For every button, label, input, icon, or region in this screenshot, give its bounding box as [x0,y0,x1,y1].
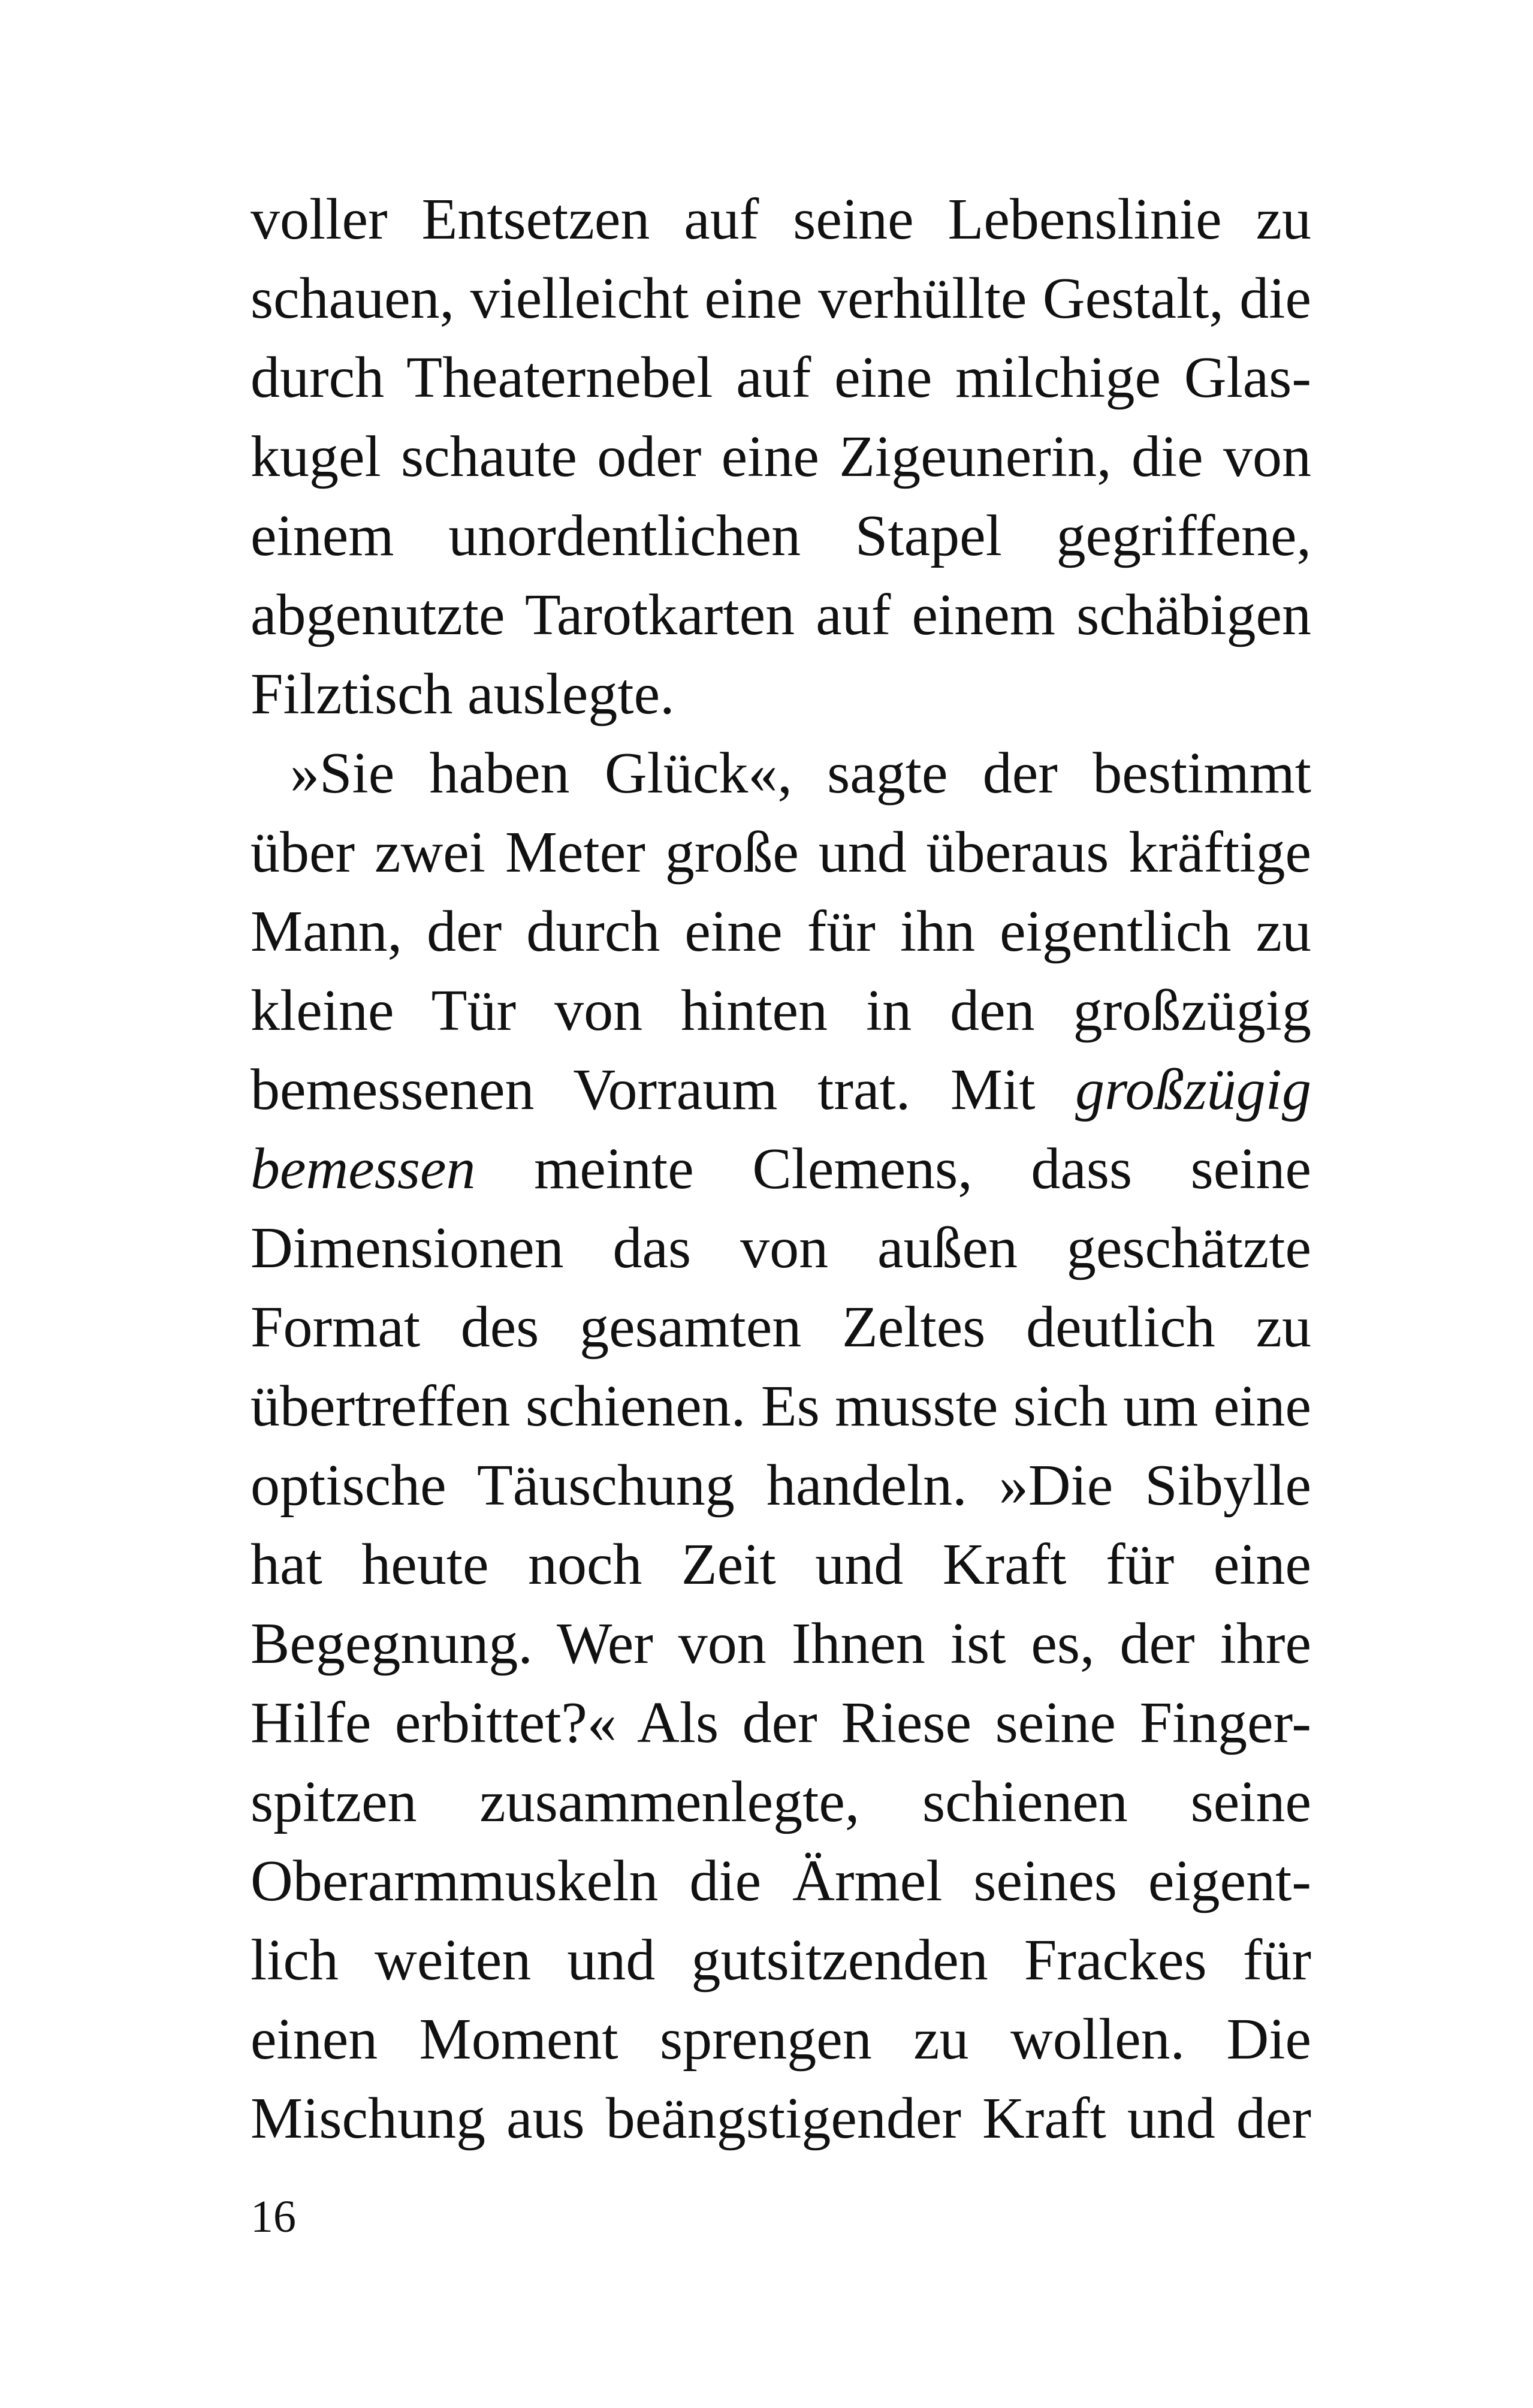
text-line: schauen, vielleicht eine verhüllte Gestalt, die [251,266,1311,331]
text-line [251,1129,1311,1208]
text-line: durch Theaternebel auf eine milchige Glas- [251,345,1311,410]
text-line: einen Moment sprengen zu wollen. Die [251,2007,1311,2072]
text-line: Mischung aus beängstigender Kraft und der [251,2086,1311,2151]
text-line: kleine Tür von hinten in den großzügig [251,978,1311,1043]
text-line: kugel schaute oder eine Zigeunerin, die von [251,424,1311,489]
page-number: 16 [251,2192,296,2242]
text-segment: meinte Clemens, dass seine [534,1137,1311,1201]
body-text [251,180,1311,2158]
text-line: voller Entsetzen auf seine Lebenslinie zu [251,187,1311,252]
text-line: Mann, der durch eine für ihn eigentlich zu [251,899,1311,964]
text-line: Filztisch auslegte. [251,662,675,727]
text-line: lich weiten und gutsitzenden Frackes für [251,1928,1311,1993]
text-segment: bemessenen Vorraum trat. Mit [251,1057,1036,1122]
paragraph-first-line: »Sie haben Glück«, sagte der bestimmt [290,741,1311,806]
text-line: Format des gesamten Zeltes deutlich zu [251,1295,1311,1360]
text-line: hat heute noch Zeit und Kraft für eine [251,1532,1311,1597]
text-line: übertreffen schienen. Es musste sich um eine [251,1374,1311,1439]
text-line: einem unordentlichen Stapel gegriffene, [251,504,1311,568]
italic-phrase: bemessen [251,1137,476,1201]
text-line [251,1050,1311,1129]
italic-phrase: großzügig [1075,1057,1311,1122]
text-line: Dimensionen das von außen geschätzte [251,1216,1311,1280]
text-line: abgenutzte Tarotkarten auf einem schäbigen [251,583,1311,647]
text-line: Begegnung. Wer von Ihnen ist es, der ihre [251,1611,1311,1676]
text-line: spitzen zusammenlegte, schienen seine [251,1770,1311,1834]
text-line: optische Täuschung handeln. »Die Sibylle [251,1453,1311,1518]
text-line: über zwei Meter große und überaus kräftige [251,820,1311,885]
text-line: Oberarmmuskeln die Ärmel seines eigent- [251,1849,1311,1913]
text-line: Hilfe erbittet?« Als der Riese seine Finger- [251,1690,1311,1755]
